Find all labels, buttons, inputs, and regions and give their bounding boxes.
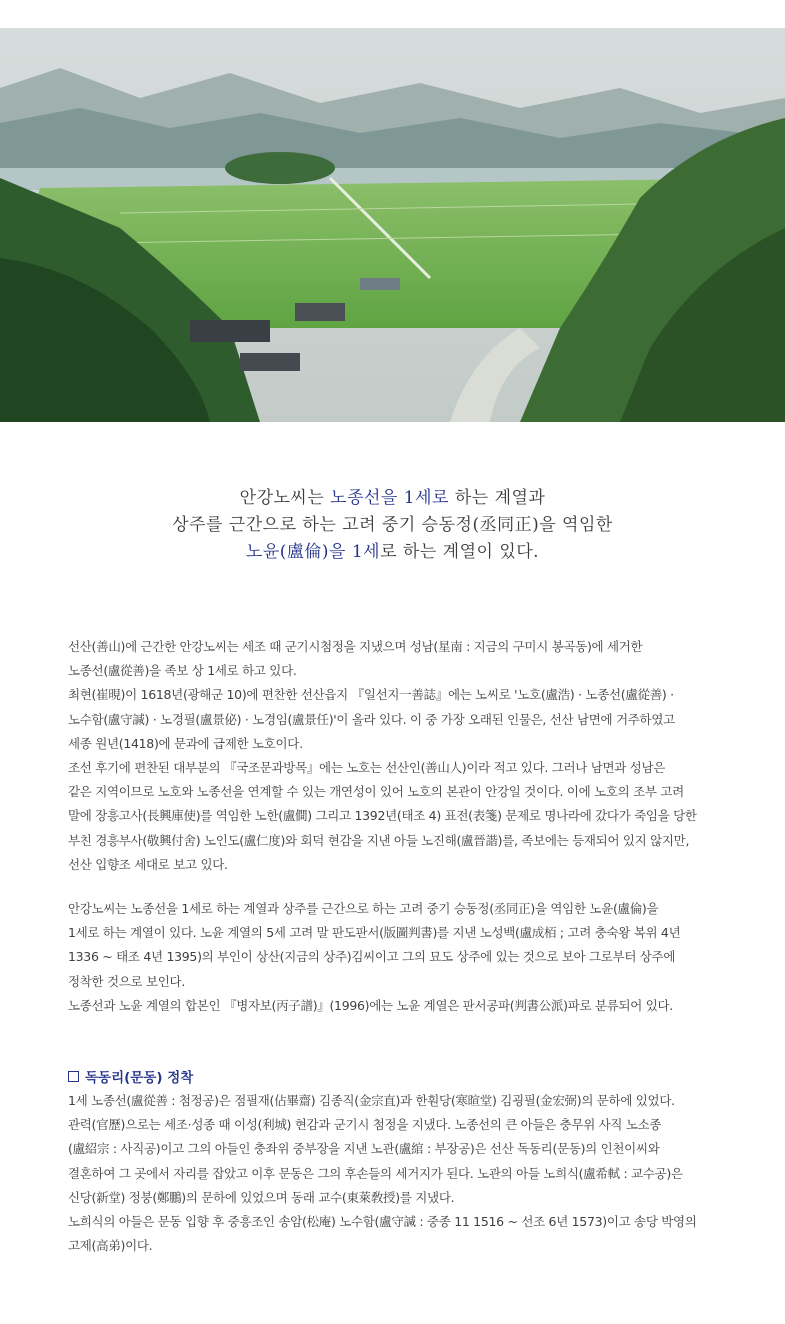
text-line: 노종선과 노윤 계열의 합본인 『병자보(丙子譜)』(1996)에는 노윤 계열은 판서공파(判書公派)파로 분류되어 있다.	[68, 997, 673, 1013]
text-line: 정착한 것으로 보인다.	[68, 973, 185, 989]
text-line: 결혼하여 그 곳에서 자리를 잡았고 이후 문동은 그의 후손들의 세거지가 된다. 노관의 아들 노희식(盧希軾 : 교수공)은	[68, 1165, 683, 1181]
text-line: 선산(善山)에 근간한 안강노씨는 세조 때 군기시첨정을 지냈으며 성남(星南 : 지금의 구미시 봉곡동)에 세거한	[68, 639, 643, 654]
paragraph-lineages	[68, 897, 758, 1018]
lead-line-3: 노윤(盧倫)을 1세로 하는 계열이 있다.	[245, 542, 540, 562]
text-line: 선산 입향조 세대로 보고 있다.	[68, 856, 228, 872]
text-line: 노수함(盧守諴) · 노경필(盧景佖) · 노경임(盧景任)'이 올라 있다. 이 중 가장 오래된 인물은, 선산 남면에 거주하였고	[68, 711, 675, 727]
text-line: 노희식의 아들은 문동 입향 후 중흥조인 송암(松庵) 노수함(盧守諴 : 중종 11 1516 ~ 선조 6년 1573)이고 송당 박영의	[68, 1214, 697, 1230]
section-title: 독동리(문동) 정착	[85, 1070, 194, 1086]
text-line: 1336 ~ 태조 4년 1395)의 부인이 상산(지금의 상주)김씨이고 그의 묘도 상주에 있는 것으로 보아 그로부터 상주에	[68, 949, 676, 965]
lead-highlight-1: 노종선을 1세로	[330, 488, 449, 508]
text-line: 최현(崔晛)이 1618년(광해군 10)에 편찬한 선산읍지 『일선지一善誌』에는 노씨로 '노호(盧浩) · 노종선(盧從善) ·	[68, 687, 674, 703]
square-bullet-icon	[68, 1071, 79, 1082]
text-line: (盧紹宗 : 사직공)이고 그의 아들인 충좌위 중부장을 지낸 노관(盧綰 : 부장공)은 선산 독동리(문동)의 인천이씨와	[68, 1141, 660, 1157]
lead-summary	[0, 485, 785, 566]
text-line: 고제(高弟)이다.	[68, 1238, 153, 1254]
text-line: 신당(新堂) 정붕(鄭鵬)의 문하에 있었으며 동래 교수(東萊敎授)를 지냈다.	[68, 1189, 455, 1205]
text-line: 1세로 하는 계열이 있다. 노윤 계열의 5세 고려 말 판도판서(版圖判書)를 지낸 노성백(盧成栢 ; 고려 충숙왕 복위 4년	[68, 925, 681, 941]
text-line: 같은 지역이므로 노호와 노종선을 연계할 수 있는 개연성이 있어 노호의 본관이 안강일 것이다. 이에 노호의 조부 고려	[68, 784, 684, 800]
text-line: 노종선(盧從善)을 족보 상 1세로 하고 있다.	[68, 663, 297, 679]
text-line: 1세 노종선(盧從善 : 첨정공)은 점필재(佔畢齋) 김종직(金宗直)과 한훤당(寒暄堂) 김굉필(金宏弼)의 문하에 있었다.	[68, 1093, 675, 1108]
text-line: 관력(官歷)으로는 세조·성종 때 이성(利城) 현감과 군기시 첨정을 지냈다. 노종선의 큰 아들은 충무위 사직 노소종	[68, 1117, 662, 1133]
paragraph-origin	[68, 635, 758, 877]
lead-highlight-2: 노윤(盧倫)을 1세	[245, 542, 381, 562]
lead-line-1: 안강노씨는 노종선을 1세로 하는 계열과	[239, 488, 546, 508]
landscape-photo	[0, 28, 785, 422]
lead-line-2: 상주를 근간으로 하는 고려 중기 승동정(丞同正)을 역임한	[172, 515, 613, 535]
section-heading	[68, 1066, 193, 1086]
text-line: 말에 장흥고사(長興庫使)를 역임한 노한(盧僴) 그리고 1392년(태조 4) 표전(表箋) 문제로 명나라에 갔다가 죽임을 당한	[68, 808, 697, 824]
text-line: 안강노씨는 노종선을 1세로 하는 계열과 상주를 근간으로 하는 고려 중기 승동정(丞同正)을 역임한 노윤(盧倫)을	[68, 901, 659, 916]
text-line: 세종 원년(1418)에 문과에 급제한 노호이다.	[68, 735, 303, 751]
text-line: 조선 후기에 편찬된 대부분의 『국조문과방목』에는 노호는 선산인(善山人)이라 적고 있다. 그러나 남면과 성남은	[68, 760, 666, 776]
text-line: 부친 경흥부사(敬興付舍) 노인도(盧仁度)와 회덕 현감을 지낸 아들 노진해(盧晉諧)를, 족보에는 등재되어 있지 않지만,	[68, 832, 690, 848]
paragraph-settlement	[68, 1089, 758, 1258]
